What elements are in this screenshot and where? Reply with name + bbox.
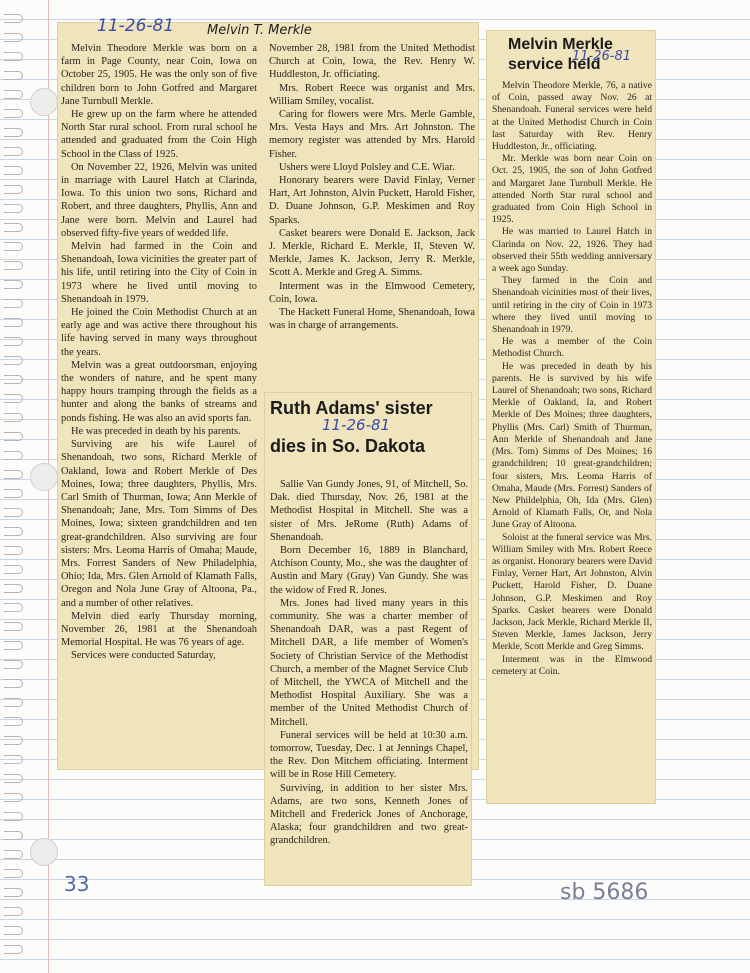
spiral-coil [4, 945, 23, 954]
spiral-coil [4, 280, 23, 289]
spiral-coil [4, 470, 23, 479]
service-paragraph: He was a member of the Coin Methodist Church. [492, 336, 652, 360]
binder-hole-bottom [30, 838, 58, 866]
spiral-coil [4, 90, 23, 99]
spiral-coil [4, 603, 23, 612]
adams-headline-line-1: Ruth Adams' sister [270, 398, 433, 418]
spiral-coil [4, 755, 23, 764]
spiral-coil [4, 223, 23, 232]
spiral-coil [4, 546, 23, 555]
merkle-paragraph: Honorary bearers were David Finlay, Verner Hart, Art Johnston, Alvin Puckett, Harold Fisher, D. Duane Johnson, G.P. Meskimen and Roy Sparks. [269, 175, 475, 226]
merkle-paragraph: Melvin died early Thursday morning, November 26, 1981 at the Shenandoah Memorial Hospital. He was 76 years of age. [61, 610, 257, 649]
merkle-obituary-title: Melvin T. Merkle [207, 23, 312, 38]
spiral-coil [4, 166, 23, 175]
service-paragraph: He was married to Laurel Hatch in Clarinda on Nov. 22, 1926. They had observed their 55th wedding anniversary a week ago Sunday. [492, 226, 652, 275]
merkle-paragraph: Surviving are his wife Laurel of Shenandoah, two sons, Richard Merkle of Oakland, Iowa and Robert Merkle of Des Moines, Iowa; three daughters, Phyllis, Mrs. Carl Smith of Thurman, Iowa; Ann Merkle of Shenandoah; Jane, Mrs. Tom Simms of Des Moines, Iowa; sixteen grandchildren and ten great-grandchildren. Also surviving are four sisters: Mrs. Leoma Harris of Omaha; Maude, Mrs. Forrest Sanders of New Philadelphia, Ohio; Ida, Mrs. Glen Arnold of Klamath Falls, Oregon and Nola June Gray of Altoona, Pa., and a number of other relatives. [61, 439, 257, 609]
adams-paragraph: Surviving, in addition to her sister Mrs. Adams, are two sons, Kenneth Jones of Mitchell and Frederick Jones of Anchorage, Alaska; four grandchildren and two great-grandchildren. [270, 782, 468, 847]
merkle-paragraph: Melvin Theodore Merkle was born on a farm in Page County, near Coin, Iowa on October 25, 1905. He was the only son of five children born to John Gotfred and Margaret Jane Turnbull Merkle. [61, 43, 257, 107]
spiral-coil [4, 565, 23, 574]
spiral-coil [4, 736, 23, 745]
spiral-coil [4, 356, 23, 365]
merkle-paragraph: Caring for flowers were Mrs. Merle Gamble, Mrs. Vesta Hays and Mrs. Art Johnston. The memory register was attended by Mrs. Harold Fisher. [269, 109, 475, 160]
merkle-paragraph: Interment was in the Elmwood Cemetery, Coin, Iowa. [269, 280, 475, 305]
merkle-paragraph: Ushers were Lloyd Polsley and C.E. Wiar. [279, 161, 455, 173]
spiral-coil [4, 622, 23, 631]
spiral-coil [4, 337, 23, 346]
spiral-coil [4, 660, 23, 669]
spiral-coil [4, 33, 23, 42]
spiral-coil [4, 451, 23, 460]
spiral-coil [4, 394, 23, 403]
merkle-paragraph: He grew up on the farm where he attended North Star rural school. From rural school he attended and graduated from the Coin High School in the Class of 1925. [61, 109, 257, 160]
merkle-paragraph: On November 22, 1926, Melvin was united in marriage with Laurel Hatch at Clarinda, Iowa. To this union two sons, Richard and Robert, and three daughters, Phyllis, Ann and Jane were born. Melvin and Laurel had observed fifty-five years of wedded life. [61, 161, 257, 239]
merkle-paragraph: November 28, 1981 from the United Methodist Church at Coin, Iowa, the Rev. Henry W. Huddleston, Jr. officiating. [269, 43, 475, 81]
spiral-coil [4, 109, 23, 118]
spiral-coil [4, 508, 23, 517]
spiral-coil [4, 926, 23, 935]
handwritten-catalog-number: sb 5686 [560, 880, 649, 905]
service-paragraph: Interment was in the Elmwood cemetery at Coin. [492, 653, 652, 677]
spiral-coil [4, 831, 23, 840]
service-obituary-column [492, 80, 652, 800]
adams-headline-line-2: dies in So. Dakota [270, 436, 426, 456]
spiral-coil [4, 774, 23, 783]
spiral-coil [4, 261, 23, 270]
spiral-coil [4, 242, 23, 251]
merkle-paragraph: The Hackett Funeral Home, Shenandoah, Iowa was in charge of arrangements. [269, 307, 475, 332]
service-paragraph: They farmed in the Coin and Shenandoah vicinities most of their lives, until retiring in the city of Coin in 1973 where they lived until moving to Shenandoah in 1979. [492, 275, 652, 336]
clipping-merkle-service [486, 30, 656, 804]
spiral-coil [4, 204, 23, 213]
spiral-coil [4, 698, 23, 707]
spiral-coil [4, 489, 23, 498]
spiral-coil [4, 128, 23, 137]
spiral-coil [4, 527, 23, 536]
merkle-paragraph: Melvin was a great outdoorsman, enjoying the wonders of nature, and he spent many happy hours tramping through the fields as a hunter and along the banks of streams and ponds fishing. He was also an avid sports fan. [61, 359, 257, 424]
adams-paragraph: Born December 16, 1889 in Blanchard, Atchison County, Mo., she was the daughter of Austin and Mary (Gray) Van Gundy. She was the widow of Fred R. Jones. [270, 545, 468, 596]
spiral-coil [4, 71, 23, 80]
spiral-coil [4, 318, 23, 327]
spiral-coil [4, 375, 23, 384]
service-headline-line-2: service held [508, 56, 601, 73]
merkle-paragraph: He joined the Coin Methodist Church at an early age and was active there throughout his life having served in many ways throughout the years. [61, 307, 257, 358]
service-paragraph: Soloist at the funeral service was Mrs. William Smiley with Mrs. Robert Reece as organist. Honorary bearers were David Finlay, Verner Hart, Art Johnston, Alvin Puckett, Harold Fisher, D. Duane Johnson, G.P. Meskimen and Roy Sparks. Casket bearers were Donald Jackson, Jack Merkle, Richard Merkle II, Steven Merkle, James Jackson, Jerry Merkle, Scott Merkle and Greg Simms. [492, 531, 652, 653]
binder-hole-top [30, 88, 58, 116]
clipping-adams-obituary [264, 392, 472, 886]
spiral-coil [4, 793, 23, 802]
merkle-paragraph: Melvin had farmed in the Coin and Shenandoah, Iowa vicinities the greater part of his life, until retiring into the City of Coin in 1973 where he lived until moving to Shenandoah in 1979. [61, 241, 257, 305]
spiral-coil [4, 869, 23, 878]
spiral-coil [4, 185, 23, 194]
spiral-coil [4, 888, 23, 897]
spiral-coil [4, 679, 23, 688]
merkle-paragraph: Mrs. Robert Reece was organist and Mrs. William Smiley, vocalist. [269, 82, 475, 107]
merkle-paragraph: He was preceded in death by his parents. [71, 425, 241, 437]
adams-paragraph: Mrs. Jones had lived many years in this community. She was a charter member of Shenandoah DAR, was a past Regent of Mitchell DAR, a life member of Women's Society of Christian Service of the Methodist Church, a member of the Magnet Service Club of Mitchell, the YWCA of Mitchell and the Methodist Hospital Auxiliary. She was a member of the United Methodist Church of Mitchell. [270, 597, 468, 728]
spiral-coil [4, 14, 23, 23]
handwritten-date-adams: 11-26-81 [322, 416, 391, 434]
adams-paragraph: Sallie Van Gundy Jones, 91, of Mitchell, So. Dak. died Thursday, Nov. 26, 1981 at the Methodist Hospital in Mitchell. She was a sister of Mrs. JeRome (Ruth) Adams of Shenandoah. [270, 479, 468, 543]
spiral-coil [4, 432, 23, 441]
spiral-binding [0, 0, 30, 973]
merkle-paragraph: Services were conducted Saturday, [71, 650, 216, 662]
adams-obituary-column [270, 478, 468, 882]
spiral-coil [4, 717, 23, 726]
spiral-coil [4, 812, 23, 821]
merkle-paragraph: Casket bearers were Donald E. Jackson, Jack J. Merkle, Richard E. Merkle, II, Steven W. Merkle, James K. Jackson, Jerry R. Merkle, Scott A. Merkle and Greg A. Simms. [269, 227, 475, 279]
spiral-coil [4, 299, 23, 308]
binder-hole-middle [30, 463, 58, 491]
spiral-coil [4, 641, 23, 650]
merkle-obituary-column-1 [61, 42, 257, 768]
adams-paragraph: Funeral services will be held at 10:30 a.m. tomorrow, Tuesday, Dec. 1 at Jennings Chapel, the Rev. Don Mitchem officiating. Interment will be in Rose Hill Cemetery. [270, 729, 468, 781]
service-headline-line-1: Melvin Merkle [508, 36, 613, 53]
service-paragraph: Mr. Merkle was born near Coin on Oct. 25, 1905, the son of John Gotfred and Margaret Jane Turnbull Merkle. He attended North Star rural school and graduated from Coin High School in 1925. [492, 153, 652, 226]
spiral-coil [4, 413, 23, 422]
spiral-coil [4, 52, 23, 61]
service-paragraph: Melvin Theodore Merkle, 76, a native of Coin, passed away Nov. 26 at Shenandoah. Funeral services were held at the United Methodist Church in Coin last Saturday with Rev. Henry Huddleston, Jr., officiating. [492, 80, 652, 153]
spiral-coil [4, 147, 23, 156]
merkle-obituary-column-2 [269, 42, 475, 372]
spiral-coil [4, 907, 23, 916]
service-paragraph: He was preceded in death by his parents. He is survived by his wife Laurel of Shenandoah; two sons, Richard Merkle of Oakland, Ia, and Robert Merkle of Des Moines; three daughters, Phyllis (Mrs. Carl) Smith of Thurman, Ann Merkle of Shenandoah and Jane (Mrs. Tom) Simms of Des Moines; 16 grandchildren; 10 great-grandchildren; four sisters, Mrs. Leoma Harris of Omaha, Maude (Mrs. Forrest) Sanders of New Phildelphia, Oh, Ida (Mrs. Glen) Arnold of Klamath Falls, Or, and Nola June Gray of Altoona. [492, 360, 652, 531]
handwritten-date-merkle: 11-26-81 [97, 16, 175, 36]
spiral-coil [4, 850, 23, 859]
spiral-coil [4, 584, 23, 593]
handwritten-date-service: 11-26-81 [572, 49, 632, 64]
handwritten-page-number: 33 [64, 872, 90, 896]
